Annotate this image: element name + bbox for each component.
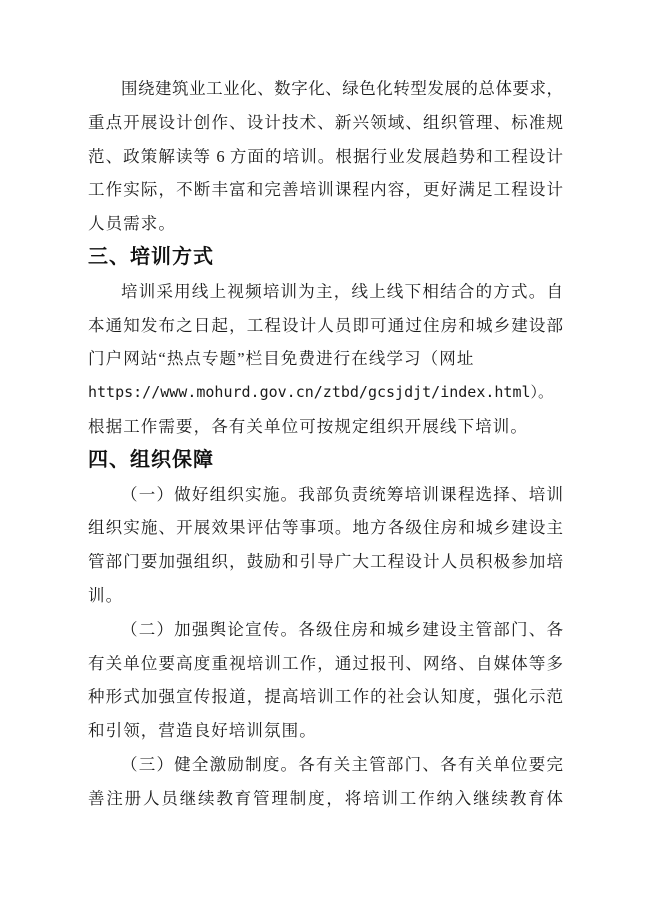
text-line: 和引领，营造良好培训氛围。 (88, 721, 317, 741)
heading-organizational-support: 四、组织保障 (88, 448, 214, 471)
text-line: 围绕建筑业工业化、数字化、绿色化转型发展的总体要求， (121, 79, 563, 98)
text-line: （三）健全激励制度。各有关主管部门、各有关单位要完 (121, 754, 563, 774)
heading-training-method: 三、培训方式 (88, 245, 214, 268)
training-url-text: https://www.mohurd.gov.cn/ztbd/gcsjdjt/index.html）。 (88, 383, 554, 402)
text-line: 善注册人员继续教育管理制度，将培训工作纳入继续教育体 (88, 788, 563, 808)
text-line: 工作实际，不断丰富和完善培训课程内容，更好满足工程设计 (88, 180, 563, 200)
text-line: 管部门要加强组织，鼓励和引导广大工程设计人员积极参加培 (88, 552, 563, 572)
text-line: （一）做好组织实施。我部负责统筹培训课程选择、培训 (121, 484, 563, 504)
text-line: 训。 (88, 585, 124, 605)
text-line: 本通知发布之日起，工程设计人员即可通过住房和城乡建设部 (88, 315, 563, 335)
text-line: （二）加强舆论宣传。各级住房和城乡建设主管部门、各 (121, 619, 563, 639)
text-line: 重点开展设计创作、设计技术、新兴领域、组织管理、标准规 (88, 112, 563, 132)
text-line: 有关单位要高度重视培训工作，通过报刊、网络、自媒体等多 (88, 653, 563, 673)
document-body (88, 72, 563, 816)
text-line: 种形式加强宣传报道，提高培训工作的社会认知度，强化示范 (88, 687, 563, 707)
text-line: 培训采用线上视频培训为主，线上线下相结合的方式。自 (121, 281, 563, 301)
text-line: 根据工作需要，各有关单位可按规定组织开展线下培训。 (88, 416, 528, 436)
text-line: 人员需求。 (88, 214, 176, 234)
text-line: 组织实施、开展效果评估等事项。地方各级住房和城乡建设主 (88, 518, 563, 538)
text-line: 门户网站“热点专题”栏目免费进行在线学习（网址 (88, 349, 475, 369)
text-line: 范、政策解读等 6 方面的培训。根据行业发展趋势和工程设计 (88, 146, 563, 166)
